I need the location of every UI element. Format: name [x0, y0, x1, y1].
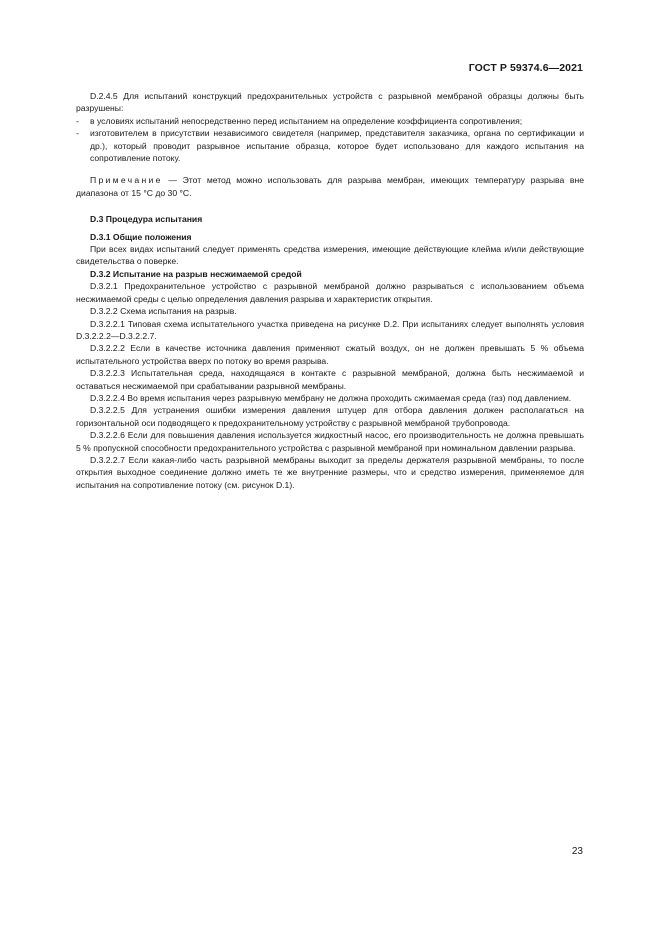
standard-code: ГОСТ Р 59374.6—2021	[468, 62, 583, 74]
list-item	[76, 115, 584, 127]
paragraph-d-3-1: При всех видах испытаний следует применять средства измерения, имеющие действующие клейма и/или действующие свидетельства о поверке.	[76, 244, 584, 267]
paragraph-d-3-2-2-6: D.3.2.2.6 Если для повышения давления используется жидкостный насос, его производительность не должна превышать 5 % пропускной способности предохранительного устройства с разрывной мембраной при номинальном давлении разрыва.	[76, 430, 584, 453]
paragraph-d-2-4-5: D.2.4.5 Для испытаний конструкций предохранительных устройств с разрывной мембраной образцы должны быть разрушены:	[76, 91, 584, 114]
paragraph-d-3-2-2-1: D.3.2.2.1 Типовая схема испытательного участка приведена на рисунке D.2. При испытаниях следует выполнять условия D.3.2.2.2—D.3.2.2.7.	[76, 318, 584, 341]
paragraph-d-3-2-2-5: D.3.2.2.5 Для устранения ошибки измерения давления штуцер для отбора давления должен располагаться на горизонтальной оси подводящего к предохранительному устройству с разрывной мембраной трубопровода.	[76, 405, 584, 428]
paragraph-d-3-2-2-4: D.3.2.2.4 Во время испытания через разрывную мембрану не должна проходить сжимаемая среда (газ) под давлением.	[90, 392, 572, 403]
page-content	[76, 90, 584, 491]
paragraph-d-3-2-2-7: D.3.2.2.7 Если какая-либо часть разрывной мембраны выходит за пределы держателя разрывной мембраны, то после открытия выходное соединение должно иметь те же внутренние размеры, что и средство измерения, применяемое для испытания на сопротивление потоку (см. рисунок D.1).	[76, 454, 584, 490]
paragraph-d-3-2-2-3: D.3.2.2.3 Испытательная среда, находящаяся в контакте с разрывной мембраной, должна быть несжимаемой и оставаться несжимаемой при срабатывании разрывной мембраны.	[76, 368, 584, 391]
section-heading-d-3-1: D.3.1 Общие положения	[90, 231, 192, 242]
section-heading-d-3: D.3 Процедура испытания	[90, 214, 203, 225]
list-item	[76, 127, 584, 164]
bullet-dash: -	[76, 115, 79, 126]
note-text: — Этот метод можно использовать для разрыва мембран, имеющих температуру разрыва вне диапазона от 15 °C до 30 °C.	[76, 175, 584, 198]
note	[76, 174, 584, 199]
paragraph-d-3-2-2: D.3.2.2 Схема испытания на разрыв.	[90, 306, 237, 317]
paragraph-d-3-2-1: D.3.2.1 Предохранительное устройство с разрывной мембраной должно разрываться с использованием объема несжимаемой среды с целью определения давления разрыва и характеристик открытия.	[76, 281, 584, 304]
list-item-text: изготовителем в присутствии независимого свидетеля (например, представителя заказчика, органа по сертификации и др.), который проводит разрывное испытание образца, которое будет использовано для каждого испытания на сопротивление потоку.	[90, 128, 584, 164]
section-heading-d-3-2: D.3.2 Испытание на разрыв несжимаемой средой	[90, 268, 302, 279]
bullet-dash: -	[76, 128, 79, 139]
list-item-text: в условиях испытаний непосредственно перед испытанием на определение коэффициента сопротивления;	[90, 115, 523, 126]
page-number: 23	[571, 846, 583, 857]
note-label: Примечание	[90, 175, 163, 186]
paragraph-d-3-2-2-2: D.3.2.2.2 Если в качестве источника давления применяют сжатый воздух, он не должен превышать 5 % объема испытательного устройства вверх по потоку во время разрыва.	[76, 343, 584, 366]
